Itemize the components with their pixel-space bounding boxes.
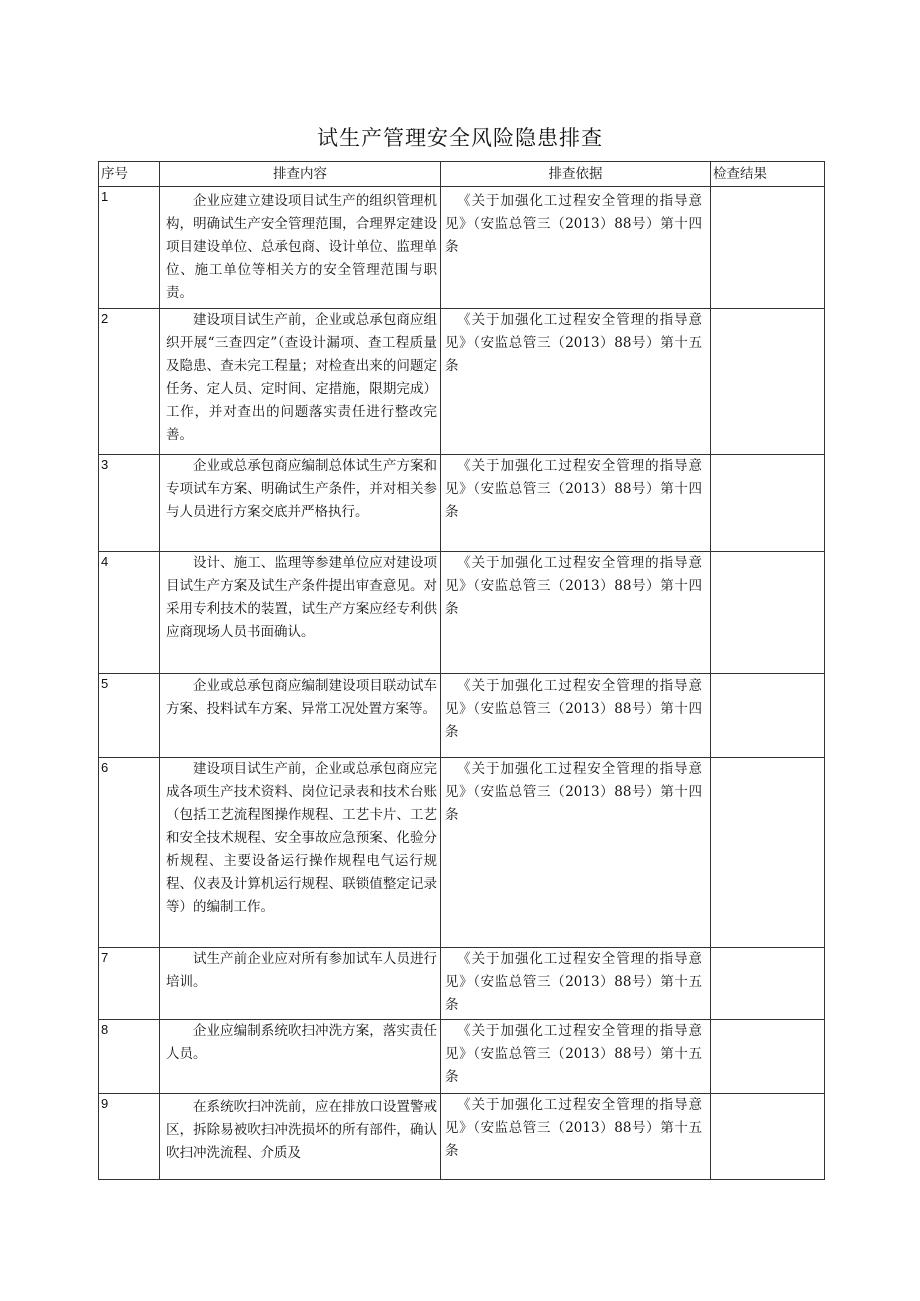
check-content-cell [160, 948, 441, 1020]
page-title: 试生产管理安全风险隐患排查 [317, 126, 603, 150]
check-result[interactable] [711, 455, 825, 552]
check-content: 企业或总承包商应编制建设项目联动试车方案、投料试车方案、异常工况处置方案等。 [166, 678, 437, 717]
table-row [99, 552, 825, 674]
check-content-cell [160, 1020, 441, 1094]
header-content: 排查内容 [160, 162, 441, 187]
check-basis-cell [441, 455, 711, 552]
check-result[interactable] [711, 309, 825, 455]
table-row [99, 455, 825, 552]
header-basis: 排查依据 [441, 162, 711, 187]
check-basis: 《关于加强化工过程安全管理的指导意见》（安监总管三（2013）88号）第十四条 [445, 678, 702, 740]
check-content-cell [160, 758, 441, 948]
check-result[interactable] [711, 1020, 825, 1094]
check-content: 建设项目试生产前，企业或总承包商应组织开展“三查四定”（查设计漏项、查工程质量及隐患、查未完工程量；对检查出来的问题定任务、定人员、定时间、定措施，限期完成）工作，并对查出的问题落实责任进行整改完善。 [166, 312, 437, 443]
check-result[interactable] [711, 552, 825, 674]
check-basis: 《关于加强化工过程安全管理的指导意见》（安监总管三（2013）88号）第十四条 [445, 193, 702, 255]
check-content-cell [160, 1094, 441, 1180]
check-content-cell [160, 674, 441, 758]
check-content: 企业或总承包商应编制总体试生产方案和专项试车方案、明确试生产条件，并对相关参与人员进行方案交底并严格执行。 [166, 458, 437, 520]
row-number: 4 [99, 552, 160, 674]
row-number: 3 [99, 455, 160, 552]
check-basis: 《关于加强化工过程安全管理的指导意见》（安监总管三（2013）88号）第十四条 [445, 761, 702, 823]
check-basis-cell [441, 1020, 711, 1094]
row-number: 5 [99, 674, 160, 758]
header-no: 序号 [99, 162, 160, 187]
check-content-cell [160, 455, 441, 552]
table-row [99, 948, 825, 1020]
check-content: 在系统吹扫冲洗前，应在排放口设置警戒区，拆除易被吹扫冲洗损坏的所有部件，确认吹扫冲洗流程、介质及 [166, 1099, 437, 1161]
row-number: 9 [99, 1094, 160, 1180]
check-basis-cell [441, 758, 711, 948]
check-basis: 《关于加强化工过程安全管理的指导意见》（安监总管三（2013）88号）第十五条 [445, 951, 702, 1013]
inspection-table [98, 161, 825, 1180]
table-row [99, 1094, 825, 1180]
check-basis-cell [441, 309, 711, 455]
table-row [99, 309, 825, 455]
check-result[interactable] [711, 1094, 825, 1180]
check-content-cell [160, 309, 441, 455]
check-basis-cell [441, 552, 711, 674]
check-basis-cell [441, 674, 711, 758]
row-number: 8 [99, 1020, 160, 1094]
row-number: 2 [99, 309, 160, 455]
check-basis: 《关于加强化工过程安全管理的指导意见》（安监总管三（2013）88号）第十五条 [445, 1097, 702, 1159]
check-content: 企业应建立建设项目试生产的组织管理机构，明确试生产安全管理范围，合理界定建设项目建设单位、总承包商、设计单位、监理单位、施工单位等相关方的安全管理范围与职责。 [166, 193, 437, 301]
check-basis-cell [441, 187, 711, 309]
check-basis-cell [441, 1094, 711, 1180]
check-content: 企业应编制系统吹扫冲洗方案，落实责任人员。 [166, 1023, 437, 1062]
table-row [99, 758, 825, 948]
table-row [99, 1020, 825, 1094]
check-basis: 《关于加强化工过程安全管理的指导意见》（安监总管三（2013）88号）第十五条 [445, 1023, 702, 1085]
check-basis: 《关于加强化工过程安全管理的指导意见》（安监总管三（2013）88号）第十四条 [445, 458, 702, 520]
check-basis-cell [441, 948, 711, 1020]
table-header-row [99, 162, 825, 187]
check-content: 试生产前企业应对所有参加试车人员进行培训。 [166, 951, 437, 990]
row-number: 1 [99, 187, 160, 309]
row-number: 7 [99, 948, 160, 1020]
check-content: 设计、施工、监理等参建单位应对建设项目试生产方案及试生产条件提出审查意见。对采用专利技术的装置，试生产方案应经专利供应商现场人员书面确认。 [166, 555, 437, 640]
check-basis: 《关于加强化工过程安全管理的指导意见》（安监总管三（2013）88号）第十四条 [445, 555, 702, 617]
table-row [99, 674, 825, 758]
header-result: 检查结果 [711, 162, 825, 187]
row-number: 6 [99, 758, 160, 948]
check-basis: 《关于加强化工过程安全管理的指导意见》（安监总管三（2013）88号）第十五条 [445, 312, 702, 374]
check-content-cell [160, 187, 441, 309]
check-result[interactable] [711, 948, 825, 1020]
check-result[interactable] [711, 674, 825, 758]
check-result[interactable] [711, 187, 825, 309]
check-result[interactable] [711, 758, 825, 948]
table-row [99, 187, 825, 309]
check-content: 建设项目试生产前，企业或总承包商应完成各项生产技术资料、岗位记录表和技术台账（包括工艺流程图操作规程、工艺卡片、工艺和安全技术规程、安全事故应急预案、化验分析规程、主要设备运行操作规程电气运行规程、仪表及计算机运行规程、联锁值整定记录等）的编制工作。 [166, 761, 437, 915]
check-content-cell [160, 552, 441, 674]
